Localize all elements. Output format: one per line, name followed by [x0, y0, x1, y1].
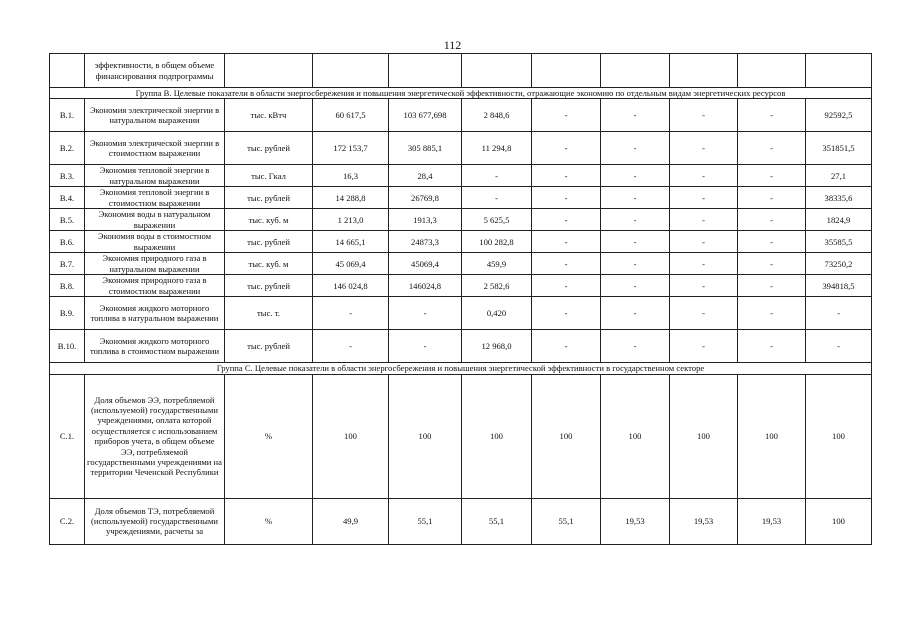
value-cell: -	[670, 297, 738, 330]
value-cell: -	[738, 187, 806, 209]
value-cell: 1913,3	[389, 209, 462, 231]
unit-cell: тыс. рублей	[225, 330, 313, 363]
value-cell: 459,9	[462, 253, 532, 275]
value-cell: 11 294,8	[462, 132, 532, 165]
value-cell: -	[601, 231, 670, 253]
indicator-name: Экономия природного газа в натуральном выражении	[85, 253, 225, 275]
group-c-title: Группа С. Целевые показатели в области энергосбережения и повышения энергетической эффективности в государственном секторе	[50, 363, 872, 374]
value-cell: -	[670, 253, 738, 275]
value-cell: 394818,5	[806, 275, 872, 297]
table-row	[50, 253, 872, 275]
value-cell: 146 024,8	[313, 275, 389, 297]
value-cell: -	[601, 209, 670, 231]
value-cell: 0,420	[462, 297, 532, 330]
value-cell: -	[738, 99, 806, 132]
indicator-name: Экономия воды в стоимостном выражении	[85, 231, 225, 253]
value-cell: 100	[313, 374, 389, 498]
value-cell: -	[806, 330, 872, 363]
indicator-name: Экономия жидкого моторного топлива в стоимостном выражении	[85, 330, 225, 363]
value-cell: -	[532, 132, 601, 165]
value-cell: -	[738, 209, 806, 231]
value-cell: 100	[462, 374, 532, 498]
value-cell: -	[532, 231, 601, 253]
value-cell: -	[670, 330, 738, 363]
unit-cell: тыс. кВтч	[225, 99, 313, 132]
indicator-name: Экономия жидкого моторного топлива в натуральном выражении	[85, 297, 225, 330]
value-cell: -	[738, 253, 806, 275]
indicator-name: Экономия тепловой энергии в натуральном выражении	[85, 165, 225, 187]
value-cell: -	[532, 187, 601, 209]
value-cell: -	[601, 99, 670, 132]
indicator-name: эффективности, в общем объеме финансирования подпрограммы	[85, 54, 225, 88]
table-row	[50, 275, 872, 297]
value-cell: -	[389, 297, 462, 330]
value-cell: 19,53	[601, 498, 670, 544]
value-cell: 100	[806, 498, 872, 544]
value-cell: 1824,9	[806, 209, 872, 231]
unit-cell: %	[225, 374, 313, 498]
value-cell: 92592,5	[806, 99, 872, 132]
value-cell: 55,1	[389, 498, 462, 544]
table-row	[50, 330, 872, 363]
unit-cell: тыс. т.	[225, 297, 313, 330]
value-cell: 55,1	[532, 498, 601, 544]
table-row	[50, 209, 872, 231]
value-cell: -	[313, 297, 389, 330]
row-code: В.1.	[50, 99, 85, 132]
value-cell: -	[670, 231, 738, 253]
value-cell: -	[532, 209, 601, 231]
table-row	[50, 231, 872, 253]
row-code: В.3.	[50, 165, 85, 187]
value-cell: -	[389, 330, 462, 363]
value-cell: 1 213,0	[313, 209, 389, 231]
value-cell: -	[532, 297, 601, 330]
indicator-name: Доля объемов ЭЭ, потребляемой (используемой) государственными учреждениями, оплата которой осуществляется с использованием приборов учета, в общем объеме ЭЭ, потребляемой государственными учреждениями на территории Чеченской Республики	[85, 374, 225, 498]
unit-cell: тыс. рублей	[225, 275, 313, 297]
value-cell: -	[601, 132, 670, 165]
group-c-rows	[50, 374, 872, 544]
group-header-row	[50, 363, 872, 374]
value-cell: -	[601, 275, 670, 297]
unit-cell: тыс. рублей	[225, 231, 313, 253]
value-cell: -	[738, 132, 806, 165]
value-cell: 19,53	[670, 498, 738, 544]
value-cell: -	[601, 165, 670, 187]
row-code: В.7.	[50, 253, 85, 275]
code-cell	[50, 54, 85, 88]
value-cell: -	[670, 275, 738, 297]
row-code: В.5.	[50, 209, 85, 231]
value-cell: 5 625,5	[462, 209, 532, 231]
value-cell: -	[670, 165, 738, 187]
table-row	[50, 132, 872, 165]
page-number: 112	[443, 38, 462, 52]
value-cell: 100	[389, 374, 462, 498]
value-cell: -	[601, 330, 670, 363]
value-cell: 38335,6	[806, 187, 872, 209]
unit-cell: тыс. рублей	[225, 187, 313, 209]
value-cell: -	[532, 275, 601, 297]
row-code: В.4.	[50, 187, 85, 209]
value-cell: 16,3	[313, 165, 389, 187]
value-cell: 305 885,1	[389, 132, 462, 165]
value-cell: -	[601, 253, 670, 275]
value-cell: -	[462, 187, 532, 209]
value-cell: 100	[601, 374, 670, 498]
value-cell: -	[532, 330, 601, 363]
indicator-name: Доля объемов ТЭ, потребляемой (используемой) государственными учреждениями, расчеты за	[85, 498, 225, 544]
value-cell: -	[532, 165, 601, 187]
value-cell: 14 665,1	[313, 231, 389, 253]
unit-cell: %	[225, 498, 313, 544]
row-code: В.2.	[50, 132, 85, 165]
value-cell: -	[601, 187, 670, 209]
row-code: В.9.	[50, 297, 85, 330]
indicator-name: Экономия природного газа в стоимостном выражении	[85, 275, 225, 297]
value-cell: 2 582,6	[462, 275, 532, 297]
row-code: С.1.	[50, 374, 85, 498]
value-cell: 26769,8	[389, 187, 462, 209]
value-cell: -	[670, 132, 738, 165]
value-cell: -	[806, 297, 872, 330]
indicator-name: Экономия электрической энергии в натуральном выражении	[85, 99, 225, 132]
table-body	[50, 54, 872, 99]
value-cell: 12 968,0	[462, 330, 532, 363]
value-cell: 35585,5	[806, 231, 872, 253]
value-cell: 49,9	[313, 498, 389, 544]
value-cell: 19,53	[738, 498, 806, 544]
table-row	[50, 99, 872, 132]
value-cell: 2 848,6	[462, 99, 532, 132]
table-row	[50, 187, 872, 209]
value-cell: -	[313, 330, 389, 363]
unit-cell: тыс. Гкал	[225, 165, 313, 187]
value-cell: 45 069,4	[313, 253, 389, 275]
value-cell: -	[670, 187, 738, 209]
row-code: В.6.	[50, 231, 85, 253]
value-cell: 27,1	[806, 165, 872, 187]
value-cell: -	[738, 275, 806, 297]
value-cell: -	[738, 297, 806, 330]
value-cell: -	[738, 165, 806, 187]
value-cell: 55,1	[462, 498, 532, 544]
value-cell: -	[462, 165, 532, 187]
value-cell: 172 153,7	[313, 132, 389, 165]
group-header-row	[50, 88, 872, 99]
value-cell: -	[738, 330, 806, 363]
value-cell: -	[738, 231, 806, 253]
value-cell: 100	[738, 374, 806, 498]
value-cell: 60 617,5	[313, 99, 389, 132]
value-cell: 28,4	[389, 165, 462, 187]
indicator-name: Экономия тепловой энергии в стоимостном выражении	[85, 187, 225, 209]
value-cell: 146024,8	[389, 275, 462, 297]
table-row	[50, 374, 872, 498]
value-cell: 100	[670, 374, 738, 498]
value-cell: -	[601, 297, 670, 330]
value-cell: 14 288,8	[313, 187, 389, 209]
table-row	[50, 297, 872, 330]
value-cell: -	[670, 209, 738, 231]
group-b-rows	[50, 99, 872, 363]
table-row	[50, 498, 872, 544]
indicators-table	[49, 53, 872, 545]
value-cell: 103 677,698	[389, 99, 462, 132]
value-cell: 100	[532, 374, 601, 498]
indicator-name: Экономия электрической энергии в стоимостном выражении	[85, 132, 225, 165]
value-cell: 100 282,8	[462, 231, 532, 253]
value-cell: 45069,4	[389, 253, 462, 275]
indicator-name: Экономия воды в натуральном выражении	[85, 209, 225, 231]
unit-cell: тыс. рублей	[225, 132, 313, 165]
value-cell: -	[532, 253, 601, 275]
unit-cell: тыс. куб. м	[225, 253, 313, 275]
value-cell: 100	[806, 374, 872, 498]
unit-cell: тыс. куб. м	[225, 209, 313, 231]
row-code: В.8.	[50, 275, 85, 297]
value-cell: 24873,3	[389, 231, 462, 253]
row-code: В.10.	[50, 330, 85, 363]
group-b-title: Группа В. Целевые показатели в области энергосбережения и повышения энергетической эффективности, отражающие экономию по отдельным видам энергетических ресурсов	[50, 88, 872, 99]
value-cell: -	[532, 99, 601, 132]
value-cell: 73250,2	[806, 253, 872, 275]
table-row	[50, 54, 872, 88]
table-row	[50, 165, 872, 187]
value-cell: 351851,5	[806, 132, 872, 165]
row-code: С.2.	[50, 498, 85, 544]
value-cell: -	[670, 99, 738, 132]
